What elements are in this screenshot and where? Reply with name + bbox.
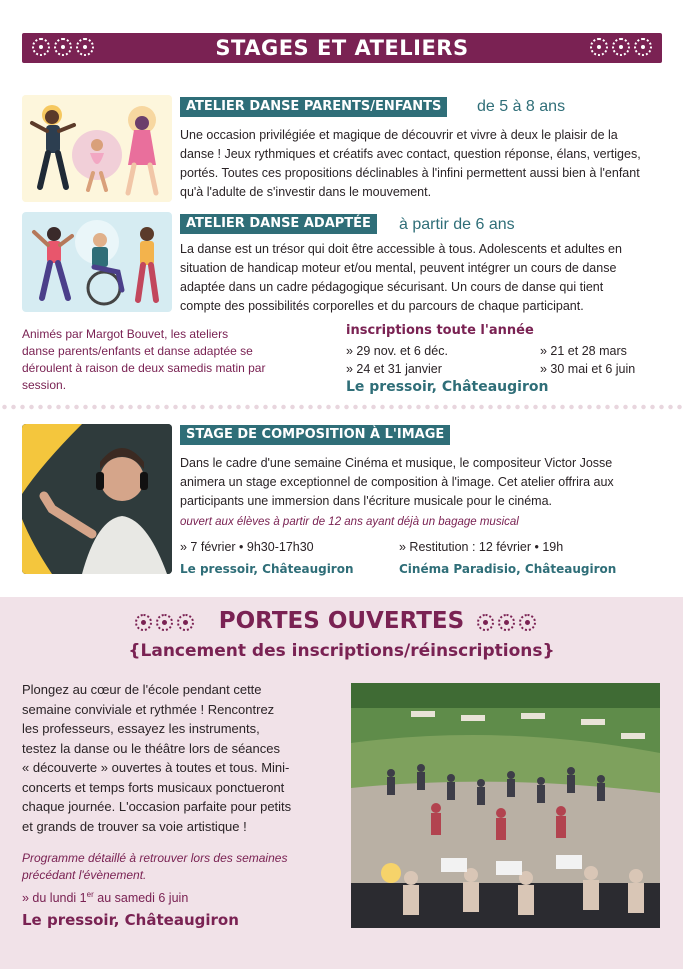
date-item: » 29 nov. et 6 déc. — [346, 344, 448, 358]
stage-venue-left: Le pressoir, Châteaugiron — [180, 562, 354, 576]
text-line: session. — [22, 378, 67, 392]
text-line: déroulent à raison de deux samedis matin par — [22, 361, 266, 375]
atelier-danse-adaptee-age: à partir de 6 ans — [399, 216, 515, 233]
text-line: Animés par Margot Bouvet, les ateliers — [22, 327, 229, 341]
portes-ouvertes-venue: Le pressoir, Châteaugiron — [22, 911, 239, 929]
date-prefix: » du lundi 1 — [22, 891, 87, 906]
text-line: La danse est un trésor qui doit être accessible à tous. Adolescents et adultes en — [180, 242, 622, 256]
text-line: animera un stage exceptionnel de composition à l'image. Cet atelier offrira aux — [180, 475, 614, 489]
flower-icon — [498, 614, 515, 631]
text-line: Une occasion privilégiée et magique de découvrir et vivre à deux le plaisir de la — [180, 128, 618, 142]
text-line: concerts et temps forts musicaux ponctueront — [22, 779, 285, 795]
flower-icon-group-right — [477, 614, 536, 631]
page-title: STAGES ET ATELIERS — [215, 36, 469, 60]
text-line: danse parents/enfants et danse adaptée se — [22, 344, 253, 358]
dotted-divider — [0, 402, 683, 412]
text-line: Programme détaillé à retrouver lors des semaines — [22, 851, 288, 865]
text-line: portés. Toutes ces propositions déclinables à l'infini permettent aussi bien à l'enfant — [180, 166, 640, 180]
flower-icon — [477, 614, 494, 631]
programme-note — [22, 850, 342, 884]
portes-ouvertes-title: PORTES OUVERTES — [218, 608, 465, 634]
open-house-crowd-photo — [351, 683, 660, 928]
text-line: chaque journée. L'occasion parfaite pour petits — [22, 799, 292, 814]
stage-venue-right: Cinéma Paradisio, Châteaugiron — [399, 562, 617, 576]
stage-date-left: » 7 février • 9h30-17h30 — [180, 540, 314, 554]
date-item: » 30 mai et 6 juin — [540, 362, 636, 376]
text-line: compte des possibilités corporelles et du parcours de chaque participant. — [180, 299, 584, 313]
text-line: semaine conviviale et rythmée ! Rencontrez — [22, 701, 275, 717]
flower-icon-group-right — [590, 38, 652, 56]
portes-ouvertes-subtitle: {Lancement des inscriptions/réinscriptions} — [128, 641, 555, 661]
inscriptions-dates-right — [540, 342, 670, 378]
text-line: testez la danse ou le théâtre lors de séances — [22, 740, 280, 756]
date-item: » 24 et 31 janvier — [346, 362, 442, 376]
text-line: Dans le cadre d'une semaine Cinéma et musique, le compositeur Victor Josse — [180, 456, 613, 470]
atelier-danse-adaptee-tag: ATELIER DANSE ADAPTÉE — [180, 214, 377, 234]
atelier-parents-enfants-description — [180, 126, 665, 202]
flower-icon — [612, 38, 630, 56]
date-superscript: er — [86, 890, 94, 899]
stage-date-right: » Restitution : 12 février • 19h — [399, 540, 564, 554]
inscriptions-dates-left — [346, 342, 546, 378]
inscriptions-venue: Le pressoir, Châteaugiron — [346, 379, 549, 395]
stage-composition-tag: STAGE DE COMPOSITION À L'IMAGE — [180, 425, 450, 445]
animes-par-note — [22, 326, 332, 394]
portes-ouvertes-dates — [22, 890, 188, 905]
composer-portrait-photo — [22, 424, 172, 574]
atelier-danse-adaptee-description — [180, 240, 665, 316]
parents-children-dance-illustration — [22, 95, 172, 202]
flower-icon — [590, 38, 608, 56]
text-line: situation de handicap moteur et/ou mental, peuvent intégrer un cours de danse — [180, 261, 617, 275]
text-line: qu'à l'adulte de s'investir dans le mouvement. — [180, 185, 432, 199]
text-line: précédant l'évènement. — [22, 868, 147, 882]
inscriptions-title: inscriptions toute l'année — [346, 323, 534, 338]
portes-ouvertes-description — [22, 680, 342, 836]
adapted-dance-illustration — [22, 212, 172, 312]
stage-composition-description — [180, 454, 665, 511]
date-item: » 21 et 28 mars — [540, 344, 627, 358]
text-line: et grands de trouver sa voie artistique ! — [22, 818, 247, 834]
text-line: participants une immersion dans l'écriture musicale pour le cinéma. — [180, 494, 552, 508]
section-banner — [22, 33, 662, 63]
date-suffix: au samedi 6 juin — [93, 891, 189, 906]
text-line: les professeurs, essayez les instruments, — [22, 721, 260, 736]
text-line: « découverte » ouvertes à toutes et tous. Mini- — [22, 760, 290, 775]
text-line: danse ! Jeux rythmiques et créatifs avec contact, question réponse, élans, vertiges, — [180, 147, 641, 161]
atelier-parents-enfants-age: de 5 à 8 ans — [477, 98, 566, 115]
text-line: adaptée dans un cadre pédagogique sécurisant. Un cours de danse qui tient — [180, 280, 604, 294]
flower-icon — [519, 614, 536, 631]
atelier-parents-enfants-tag: ATELIER DANSE PARENTS/ENFANTS — [180, 97, 447, 117]
flower-icon — [634, 38, 652, 56]
stage-eligibility-note: ouvert aux élèves à partir de 12 ans ayant déjà un bagage musical — [180, 516, 519, 528]
text-line: Plongez au cœur de l'école pendant cette — [22, 682, 262, 697]
